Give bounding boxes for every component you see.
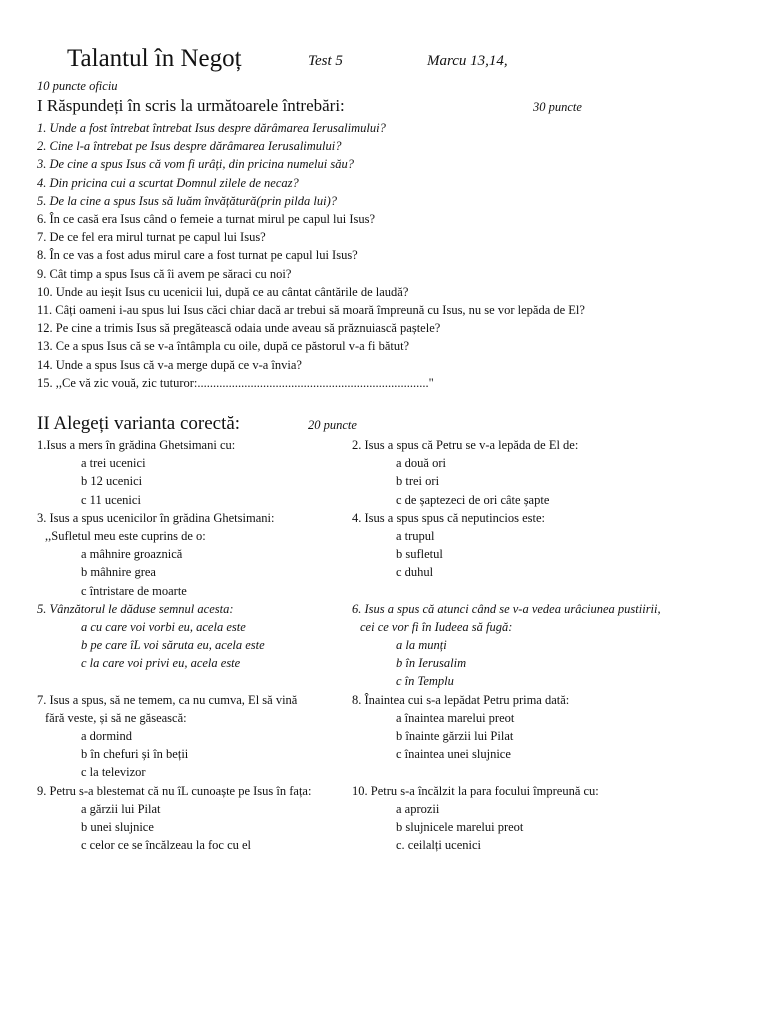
question-11: 11. Câți oameni i-au spus lui Isus căci chiar dacă ar trebui să moară împreună cu Isus, nu se vor lepăda de El?	[37, 303, 585, 318]
answer-option: b pe care îL voi săruta eu, acela este	[81, 638, 265, 653]
answer-option: b 12 ucenici	[81, 474, 143, 489]
section1-heading: I Răspundeți în scris la următoarele întrebări:	[37, 96, 345, 115]
question-text: 8. Înaintea cui s-a lepădat Petru prima dată:	[352, 692, 570, 707]
question-text: 7. Isus a spus, să ne temem, ca nu cumva, El să vină	[37, 692, 298, 707]
question-text: 1.Isus a mers în grădina Ghetsimani cu:	[37, 438, 236, 452]
section1-question-list	[37, 119, 585, 392]
question-13: 13. Ce a spus Isus că se v-a întâmpla cu oile, după ce păstorul v-a fi bătut?	[37, 339, 410, 354]
question-3: 3. De cine a spus Isus că vom fi urâți, din pricina numelui său?	[37, 157, 354, 172]
question-9: 9. Cât timp a spus Isus că îi avem pe săraci cu noi?	[37, 266, 292, 281]
spacer	[352, 582, 661, 600]
answer-option: a mâhnire groaznică	[81, 547, 183, 562]
document-title: Talantul în Negoț	[67, 45, 242, 72]
answer-option: b în chefuri și în beții	[81, 747, 189, 762]
answer-option: a aprozii	[396, 801, 440, 816]
answer-option: c la care voi privi eu, acela este	[81, 656, 241, 671]
answer-option: b înainte gărzii lui Pilat	[396, 729, 514, 743]
spacer	[352, 763, 661, 781]
section2-right-column	[352, 436, 661, 854]
answer-option: a gărzii lui Pilat	[81, 801, 161, 816]
answer-option: a la munți	[396, 638, 447, 653]
question-5: 5. De la cine a spus Isus să luăm învățătură(prin pilda lui)?	[37, 193, 337, 208]
section2-points: 20 puncte	[308, 418, 357, 432]
question-6: 6. În ce casă era Isus când o femeie a turnat mirul pe capul lui Isus?	[37, 212, 376, 227]
answer-option: c celor ce se încălzeau la foc cu el	[81, 838, 252, 853]
question-2: 2. Cine l-a întrebat pe Isus despre dărâmarea Ierusalimului?	[37, 139, 342, 154]
question-14: 14. Unde a spus Isus că v-a merge după ce v-a învia?	[37, 357, 302, 372]
answer-option: a trupul	[396, 528, 435, 543]
question-7: 7. De ce fel era mirul turnat pe capul lui Isus?	[37, 230, 266, 245]
answer-option: a cu care voi vorbi eu, acela este	[81, 619, 246, 634]
question-1: 1. Unde a fost întrebat întrebat Isus despre dărâmarea Ierusalimului?	[37, 121, 386, 135]
question-text: 2. Isus a spus că Petru se v-a lepăda de El de:	[352, 438, 579, 452]
answer-option: c întristare de moarte	[81, 583, 187, 598]
question-10: 10. Unde au ieșit Isus cu ucenicii lui, după ce au cântat cântările de laudă?	[37, 284, 409, 299]
answer-option: b unei slujnice	[81, 819, 154, 834]
question-text-continued: ,,Sufletul meu este cuprins de o:	[45, 528, 206, 543]
answer-option: a două ori	[396, 456, 446, 471]
answer-option: b sufletul	[396, 547, 443, 562]
question-12: 12. Pe cine a trimis Isus să pregătească odaia unde aveau să prăznuiască paștele?	[37, 321, 441, 336]
answer-option: c 11 ucenici	[81, 492, 141, 507]
answer-option: a trei ucenici	[81, 456, 146, 471]
answer-option: c la televizor	[81, 765, 146, 780]
spacer	[37, 672, 311, 690]
section2-left-column	[37, 436, 311, 854]
answer-option: a dormind	[81, 729, 133, 743]
answer-option: c duhul	[396, 565, 434, 580]
test-number: Test 5	[308, 53, 343, 69]
question-15: 15. ,,Ce vă zic vouă, zic tuturor:.........................................................................."	[37, 375, 434, 390]
question-text-continued: fără veste, și să ne găsească:	[45, 710, 187, 725]
answer-option: c de șaptezeci de ori câte șapte	[396, 492, 550, 507]
question-8: 8. În ce vas a fost adus mirul care a fost turnat pe capul lui Isus?	[37, 248, 358, 263]
question-text: 9. Petru s-a blestemat că nu îL cunoaște pe Isus în fața:	[37, 783, 312, 798]
answer-option: a înaintea marelui preot	[396, 710, 515, 725]
answer-option: c. ceilalți ucenici	[396, 838, 482, 853]
question-text: 4. Isus a spus spus că neputincios este:	[352, 510, 546, 525]
question-4: 4. Din pricina cui a scurtat Domnul zilele de necaz?	[37, 175, 299, 190]
question-text-continued: cei ce vor fi în Iudeea să fugă:	[360, 619, 513, 634]
answer-option: c în Templu	[396, 674, 454, 689]
answer-option: b mâhnire grea	[81, 565, 156, 580]
office-points: 10 puncte oficiu	[37, 79, 118, 93]
question-text: 10. Petru s-a încălzit la para focului împreună cu:	[352, 783, 599, 798]
answer-option: b în Ierusalim	[396, 656, 467, 671]
answer-option: c înaintea unei slujnice	[396, 747, 511, 762]
section1-points: 30 puncte	[533, 100, 582, 114]
answer-option: b trei ori	[396, 474, 440, 489]
section2-heading: II Alegeți varianta corectă:	[37, 413, 241, 434]
answer-option: b slujnicele marelui preot	[396, 819, 524, 834]
question-text: 6. Isus a spus că atunci când se v-a vedea urâciunea pustiirii,	[352, 601, 661, 616]
question-text: 5. Vânzătorul le dăduse semnul acesta:	[37, 601, 234, 616]
scripture-reference: Marcu 13,14,	[427, 53, 508, 69]
question-text: 3. Isus a spus ucenicilor în grădina Ghetsimani:	[37, 510, 275, 525]
